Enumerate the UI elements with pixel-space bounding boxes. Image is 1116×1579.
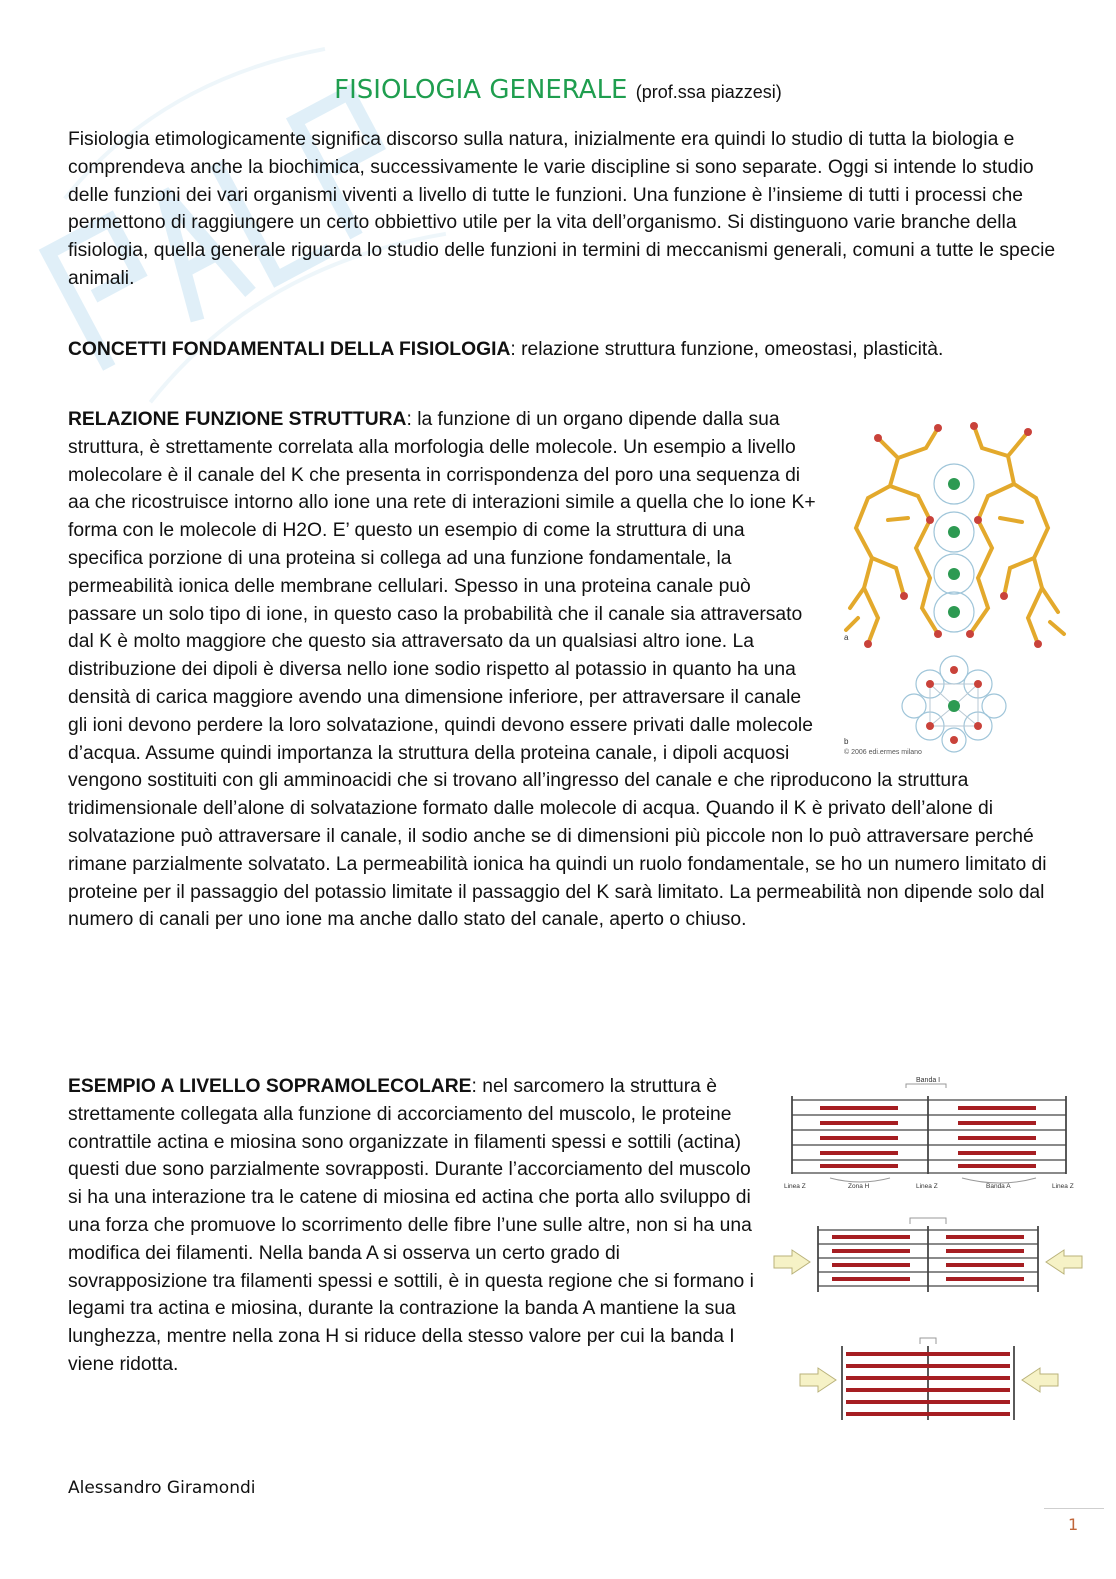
concetti-paragraph bbox=[68, 336, 1058, 364]
sarc-label-linea-z-1: Linea Z bbox=[784, 1183, 806, 1190]
relazione-text: : la funzione di un organo dipende dalla sua struttura, è strettamente correlata alla morfologia delle molecole. Un esempio a livello molecolare è il canale del K che presenta in corrispondenza del poro una sequenza di aa che ricostruisce intorno allo ione una rete di interazioni simile a quella che lo ione K+ forma con le molecole di H2O. E’ questo un esempio di come la struttura di una specifica porzione di una proteina si collega ad una funzione fondamentale, la permeabilità ionica delle membrane cellulari. Spesso in una proteina canale può passare un solo tipo di ione, in questo caso la probabilità che il canale sia attraversato dal K è molto maggiore che questo sia attraversato da un qualsiasi altro ione. La distribuzione dei dipoli è diversa nello ione sodio rispetto al potassio in quanto ha una densità di carica maggiore avendo una dimensione inferiore, per attraversare il canale gli ioni devono perdere la loro solvatazione, quindi devono essere privati dalle molecole d’acqua. Assume quindi importanza la struttura della proteina canale, i dipoli acquosi vengono sostituiti con gli amminoacidi che si trovano all’ingresso del canale e che riproducono la struttura tridimensionale dell’alone di solvatazione formato dalle molecole di acqua. Quando il K è privato dell’alone di solvatazione può attraversare il canale, il sodio anche se di dimensioni più piccole non lo può attraversare perché rimane parzialmente solvatato. La permeabilità ionica ha quindi un ruolo fondamentale, se ho un numero limitato di proteine per il passaggio del potassio limitate il passaggio del K sarà limitato. La permeabilità non dipende solo dal numero di canali per uno ione ma anche dallo stato del canale, aperto o chiuso. bbox=[68, 409, 1047, 931]
concetti-heading: CONCETTI FONDAMENTALI DELLA FISIOLOGIA bbox=[68, 339, 511, 360]
arrow-left-icon bbox=[1046, 1250, 1082, 1274]
sarcomere-figure bbox=[770, 1074, 1088, 1429]
arrow-left-icon bbox=[1022, 1368, 1058, 1392]
footer-divider bbox=[1044, 1508, 1104, 1509]
figure-label-a: a bbox=[844, 633, 849, 642]
potassium-channel-figure bbox=[838, 408, 1070, 758]
sarc-label-linea-z-2: Linea Z bbox=[916, 1183, 938, 1190]
esempio-heading: ESEMPIO A LIVELLO SOPRAMOLECOLARE bbox=[68, 1076, 472, 1097]
title-sub: (prof.ssa piazzesi) bbox=[635, 82, 782, 102]
footer-author: Alessandro Giramondi bbox=[68, 1478, 256, 1498]
page-number: 1 bbox=[1068, 1515, 1079, 1534]
intro-paragraph: Fisiologia etimologicamente significa discorso sulla natura, inizialmente era quindi lo studio di tutta la biologia e comprendeva anche la biochimica, successivamente le varie discipline si sono separate. Oggi si intende lo studio delle funzioni dei vari organismi viventi a livello di tutte le funzioni. Una funzione è l’insieme di tutti i processi che permettono di raggiungere un certo obbiettivo utile per la vita dell’organismo. Si distinguono varie branche della fisiologia, quella generale riguarda lo studio delle funzioni in termini di meccanismi generali, comuni a tutte le specie animali. bbox=[68, 129, 1056, 289]
esempio-paragraph bbox=[68, 1073, 758, 1379]
figure-label-b: b bbox=[844, 737, 849, 746]
sarc-label-zona-h: Zona H bbox=[848, 1183, 870, 1190]
title-main: FISIOLOGIA GENERALE bbox=[334, 75, 628, 105]
concetti-text: : relazione struttura funzione, omeostasi, plasticità. bbox=[510, 339, 944, 360]
figure-credit: © 2006 edi.ermes milano bbox=[844, 749, 922, 756]
sarc-label-banda-i: Banda I bbox=[916, 1077, 941, 1084]
page-title bbox=[0, 72, 1116, 110]
arrow-right-icon bbox=[774, 1250, 810, 1274]
relazione-heading: RELAZIONE FUNZIONE STRUTTURA bbox=[68, 409, 407, 430]
sarc-label-banda-a: Banda A bbox=[986, 1183, 1011, 1190]
sarc-label-linea-z-3: Linea Z bbox=[1052, 1183, 1074, 1190]
arrow-right-icon bbox=[800, 1368, 836, 1392]
esempio-text: : nel sarcomero la struttura è strettamente collegata alla funzione di accorciamento del muscolo, le proteine contrattile actina e miosina sono organizzate in filamenti spessi e sottili (actina) questi due sono parzialmente sovrapposti. Durante l’accorciamento del muscolo si ha una interazione tra le catene di miosina ed actina che porta allo sviluppo di una forza che promuove lo scorrimento delle fibre l’une sulle altre, non si ha una modifica dei filamenti. Nella banda A si osserva un certo grado di sovrapposizione tra filamenti spessi e sottili, è in questa regione che si formano i legami tra actina e miosina, durante la contrazione la banda A mantiene la sua lunghezza, mentre nella zona H si riduce della stesso valore per cui la banda I viene ridotta. bbox=[68, 1076, 754, 1375]
